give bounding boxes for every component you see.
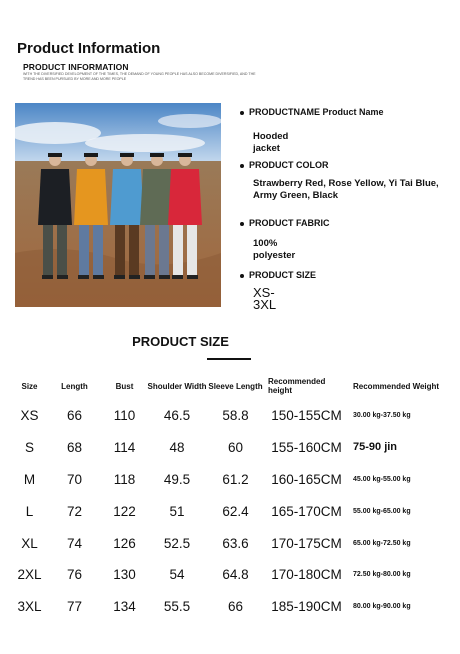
shoulder-cell: 55.5: [163, 599, 191, 615]
sleeve-cell: 58.8: [222, 408, 249, 424]
height-cell: 160-165CM: [271, 471, 342, 487]
heading-underline: [207, 358, 251, 360]
shoulder-cell: 48: [169, 440, 185, 456]
page-subtitle: PRODUCT INFORMATION: [23, 62, 129, 72]
table-row: [12, 527, 452, 559]
table-row: [12, 432, 452, 464]
weight-cell: 72.50 kg-80.00 kg: [353, 571, 411, 579]
height-cell: 150-155CM: [271, 408, 342, 424]
product-fabric-label: PRODUCT FABRIC: [249, 218, 330, 228]
weight-cell: 75-90 jin: [353, 441, 398, 454]
length-cell: 74: [66, 535, 83, 551]
product-photo: [15, 103, 221, 307]
subtitle-note-line-1: WITH THE DIVERSIFIED DEVELOPMENT OF THE TIMES, THE DEMAND OF YOUNG PEOPLE HAS ALSO BECOME DIVERSIFIED, AND THE: [23, 72, 256, 76]
sleeve-cell: 66: [227, 599, 244, 615]
length-cell: 70: [66, 471, 83, 487]
size-cell: L: [25, 503, 34, 519]
size-cell: 3XL: [17, 599, 42, 615]
column-header-shoulder-width: Shoulder Width: [147, 381, 207, 391]
size-table-header-row: [12, 372, 452, 400]
sleeve-cell: 64.8: [222, 567, 249, 583]
length-cell: 66: [66, 408, 83, 424]
subtitle-note: [23, 72, 263, 81]
column-header-recommended-weight: Recommended Weight: [353, 381, 440, 391]
size-cell: 2XL: [17, 567, 42, 583]
bust-cell: 118: [113, 471, 136, 487]
product-photo-illustration: [15, 103, 221, 307]
bust-cell: 126: [113, 535, 136, 551]
bust-cell: 114: [113, 440, 136, 456]
size-cell: M: [23, 471, 36, 487]
table-row: [12, 495, 452, 527]
column-header-length: Length: [61, 381, 88, 391]
height-cell: 155-160CM: [271, 440, 342, 456]
shoulder-cell: 49.5: [163, 471, 191, 487]
product-name-label: PRODUCTNAME Product Name: [249, 107, 384, 117]
size-cell: S: [24, 440, 34, 456]
bullet-icon: [240, 164, 244, 168]
bullet-icon: [240, 274, 244, 278]
weight-cell: 80.00 kg-90.00 kg: [353, 603, 411, 611]
column-header-sleeve-length: Sleeve Length: [208, 381, 263, 391]
size-cell: XS: [20, 408, 39, 424]
length-cell: 68: [66, 440, 83, 456]
bust-cell: 130: [113, 567, 136, 583]
table-row: [12, 400, 452, 432]
shoulder-cell: 52.5: [163, 535, 191, 551]
length-cell: 72: [66, 503, 83, 519]
length-cell: 77: [66, 599, 83, 615]
page-title: Product Information: [17, 40, 161, 57]
column-header-size: Size: [21, 381, 38, 391]
height-cell: 185-190CM: [271, 599, 342, 615]
height-cell: 170-175CM: [271, 535, 342, 551]
product-name-value: Hooded jacket: [253, 131, 289, 154]
sleeve-cell: 62.4: [222, 503, 249, 519]
weight-cell: 65.00 kg-72.50 kg: [353, 539, 411, 547]
bust-cell: 122: [113, 503, 136, 519]
product-color-label: PRODUCT COLOR: [249, 160, 329, 170]
weight-cell: 55.00 kg-65.00 kg: [353, 507, 411, 515]
subtitle-note-line-2: TREND HAS BEEN PURSUED BY MORE AND MORE PEOPLE: [23, 76, 127, 81]
bullet-icon: [240, 222, 244, 226]
shoulder-cell: 51: [169, 503, 185, 519]
length-cell: 76: [66, 567, 83, 583]
product-size-value: XS-3XL: [253, 285, 277, 312]
column-header-recommended-height: Recommended height: [268, 377, 326, 395]
height-cell: 170-180CM: [271, 567, 342, 583]
product-fabric-value: 100% polyester: [253, 238, 296, 261]
product-size-label: PRODUCT SIZE: [249, 270, 317, 280]
table-row: [12, 591, 452, 623]
weight-cell: 30.00 kg-37.50 kg: [353, 412, 411, 420]
table-row: [12, 464, 452, 496]
bust-cell: 134: [113, 599, 136, 615]
bullet-icon: [240, 111, 244, 115]
height-cell: 165-170CM: [271, 503, 342, 519]
product-color-value: Strawberry Red, Rose Yellow, Yi Tai Blue, Army Green, Black: [253, 178, 439, 201]
sleeve-cell: 60: [227, 440, 244, 456]
shoulder-cell: 46.5: [163, 408, 191, 424]
bust-cell: 110: [113, 408, 136, 424]
size-table: [12, 372, 452, 623]
weight-cell: 45.00 kg-55.00 kg: [353, 475, 411, 483]
column-header-bust: Bust: [115, 381, 134, 391]
shoulder-cell: 54: [169, 567, 185, 583]
sleeve-cell: 63.6: [222, 535, 249, 551]
size-section-heading: PRODUCT SIZE: [132, 334, 229, 349]
table-row: [12, 559, 452, 591]
size-cell: XL: [21, 535, 38, 551]
sleeve-cell: 61.2: [222, 471, 249, 487]
